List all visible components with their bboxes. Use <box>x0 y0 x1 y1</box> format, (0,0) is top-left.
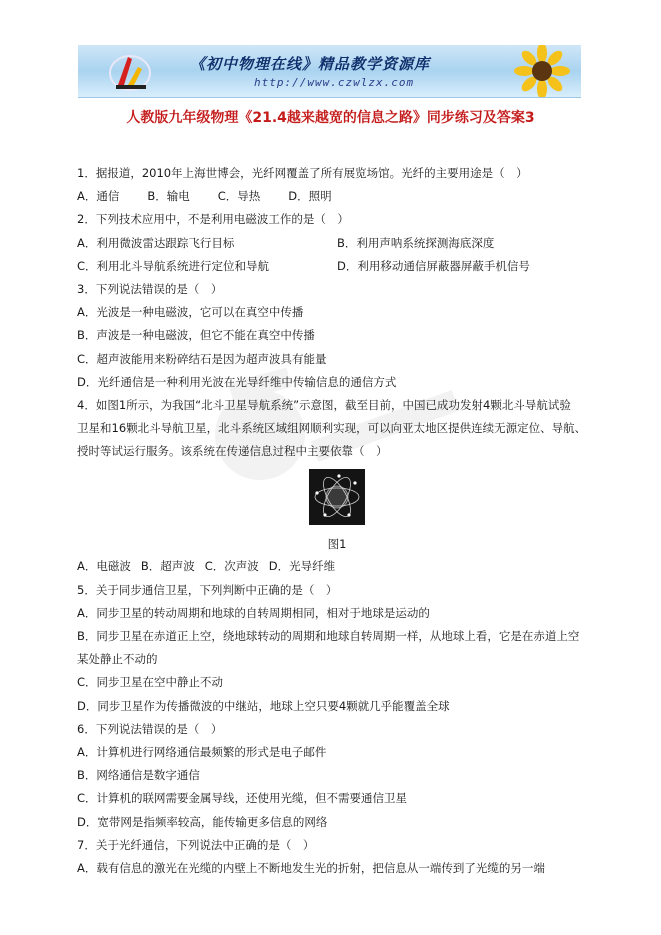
option-row <box>77 555 597 578</box>
header-banner <box>78 45 581 98</box>
option: C．次声波 <box>204 559 259 574</box>
option: C．计算机的联网需要金属导线，还使用光缆，但不需要通信卫星 <box>77 791 408 806</box>
option: D．照明 <box>288 189 332 204</box>
option: D．光导纤维 <box>268 559 336 574</box>
option: A．通信 <box>77 189 120 204</box>
satellite-system-image <box>309 469 365 525</box>
option: A．同步卫星的转动周期和地球的自转周期相同，相对于地球是运动的 <box>77 605 430 620</box>
option: B．声波是一种电磁波，但它不能在真空中传播 <box>77 328 315 343</box>
question-stem: 6．下列说法错误的是（ ） <box>77 721 223 736</box>
question-stem: 授时等试运行服务。该系统在传递信息过程中主要依靠（ ） <box>77 444 388 459</box>
option: C．利用北斗导航系统进行定位和导航 <box>77 258 270 273</box>
option: C．导热 <box>217 189 261 204</box>
option: A．计算机进行网络通信最频繁的形式是电子邮件 <box>77 744 327 759</box>
option: B．超声波 <box>140 559 195 574</box>
question-stem: 3．下列说法错误的是（ ） <box>77 281 223 296</box>
site-logo-icon <box>108 49 152 93</box>
option: D．宽带网是指频率较高，能传输更多信息的网络 <box>77 814 328 829</box>
option: D．利用移动通信屏蔽器屏蔽手机信号 <box>337 258 530 273</box>
option: A．电磁波 <box>77 559 131 574</box>
option-row <box>77 185 597 208</box>
question-stem: 5．关于同步通信卫星，下列判断中正确的是（ ） <box>77 582 338 597</box>
option: B．网络通信是数字通信 <box>77 768 200 783</box>
figure-caption: 图1 <box>327 537 347 552</box>
option-row <box>77 232 597 255</box>
option: B．同步卫星在赤道正上空，绕地球转动的周期和地球自转周期一样，从地球上看，它是在赤道上空 <box>77 629 580 643</box>
banner-url: http://www.czwlzx.com <box>254 76 415 89</box>
option: D．同步卫星作为传播微波的中继站，地球上空只要4颗就几乎能覆盖全球 <box>77 698 450 713</box>
question-stem: 4．如图1所示，为我国“北斗卫星导航系统”示意图，截至目前，中国已成功发射4颗北斗导航试验 <box>77 397 571 412</box>
document-title: 人教版九年级物理《21.4越来越宽的信息之路》同步练习及答案3 <box>126 110 535 126</box>
option: B．利用声呐系统探测海底深度 <box>337 235 495 250</box>
question-list <box>77 162 597 880</box>
option: C．同步卫星在空中静止不动 <box>77 675 224 690</box>
option: A．载有信息的激光在光缆的内壁上不断地发生光的折射，把信息从一端传到了光缆的另一端 <box>77 860 545 875</box>
question-stem: 卫星和16颗北斗导航卫星，北斗系统区域组网顺利实现，可以向亚太地区提供连续无源定位、导航、 <box>77 421 587 436</box>
question-stem: 2．下列技术应用中，不是利用电磁波工作的是（ ） <box>77 212 349 227</box>
figure-1 <box>77 463 597 533</box>
sunflower-icon <box>507 45 577 98</box>
question-stem: 1．据报道，2010年上海世博会，光纤网覆盖了所有展览场馆。光纤的主要用途是（ ） <box>77 166 528 180</box>
banner-title: 《初中物理在线》精品教学资源库 <box>190 55 431 73</box>
option: B．输电 <box>147 189 190 204</box>
option-row <box>77 255 597 278</box>
option: 某处静止不动的 <box>77 652 158 667</box>
option: A．利用微波雷达跟踪飞行目标 <box>77 235 235 250</box>
option: D．光纤通信是一种利用光波在光导纤维中传输信息的通信方式 <box>77 374 397 389</box>
option: C．超声波能用来粉碎结石是因为超声波具有能量 <box>77 351 327 366</box>
option: A．光波是一种电磁波，它可以在真空中传播 <box>77 305 304 320</box>
question-stem: 7．关于光纤通信，下列说法中正确的是（ ） <box>77 837 315 852</box>
